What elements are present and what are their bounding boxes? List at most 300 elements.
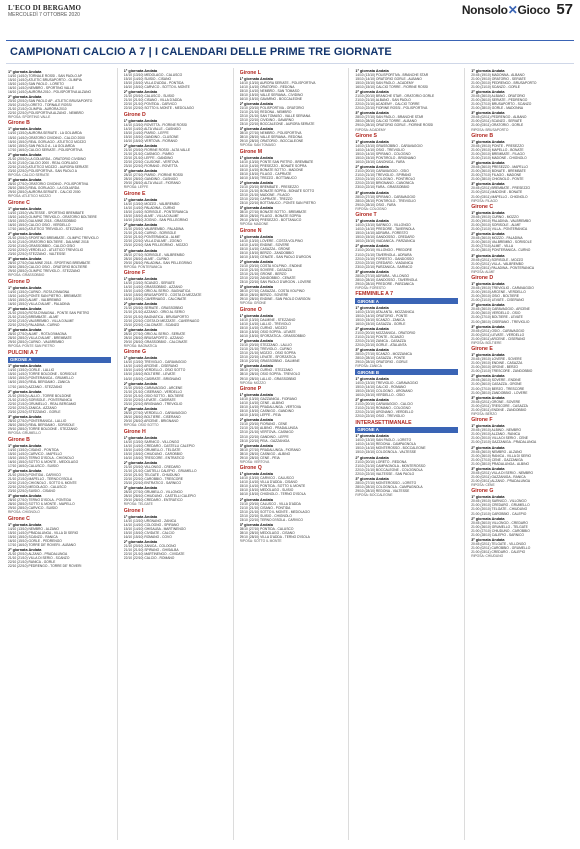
round-heading: 3ª giornata Andata <box>239 364 273 369</box>
fixture-line: 28/10 (28/10) VILLA D'ALME' - BREMBATE <box>8 336 72 341</box>
fixture-line: 15/10 (14/10) GRUMELLO - TELGATE <box>123 447 181 452</box>
fixture-line: 22/10 (21/10) MADONE - FILAGO <box>239 192 290 197</box>
brand-part-b: Gioco <box>517 3 550 17</box>
fixture-line: 21/10 (20/10) POLISPORTIVA - ORATORIO <box>239 105 305 110</box>
fixture-line: 15/10 (14/10) CURNO - MOZZO <box>239 326 288 331</box>
fixture-line: 14/10 (13/10) VALTESSE - SPORTING BREMBATE <box>8 210 84 215</box>
fixture-line: 16/10 (15/10) SOTTO IL MONTE - MEDOLAGO <box>8 459 79 464</box>
fixture-line: 14/10 (13/10) URGNANO - ZANICA <box>123 518 177 523</box>
fixture-line: 15/10 (15/10) COLOGNOLA - VALTESSE <box>355 450 417 455</box>
fixture-line: 15/10 (14/10) PRADALUNGA - VILLA DI SERIO <box>8 530 79 535</box>
fixture-line: 21/10 (20/10) FIORINE ROSSI - ALTA VALLE <box>123 148 191 153</box>
fixture-line: 29/10 (28/10) PRESEZZO - BOTTANUCO <box>239 218 302 223</box>
round-heading: 1ª giornata Andata <box>239 76 273 81</box>
fixture-line: 20:45 (02/11) OSIO - CARAVAGGIO <box>471 328 525 333</box>
fixture-line: 20:45 (02/11) GRONE - SOVERE <box>471 399 521 404</box>
fixture-line: 21:00 (20/10) SORISOLE - ALME' <box>471 223 521 228</box>
fixture-line: 15/10 (14/10) NEMBRO - SAN TOMASO <box>239 88 300 93</box>
round-heading: 2ª giornata Andata <box>355 90 389 95</box>
fixture-line: 21:00 (21/10) SCANZO - GORLE <box>471 85 520 90</box>
group-heading: Girone C <box>8 515 30 522</box>
fixture-line: 15/10 (15/10) GANDOSSO - CREDARO <box>355 235 415 240</box>
round-heading: 2ª giornata Andata <box>123 381 158 386</box>
round-heading: 2ª giornata Andata <box>123 460 158 465</box>
fixture-line: 20:45 (02/11) TELGATE - VILLONGO <box>471 541 526 546</box>
fixture-line: 21:00 (27/10) BOLTIERE - LEVATE <box>471 315 523 320</box>
fixture-line: 28/10 (28/10) REAL BERGAMO - SORISOLE <box>8 422 75 427</box>
fixture-line: 21:00 (02/11) VILLA - VALBREMBO <box>471 261 524 266</box>
fixture-line: 20:45 (19/10) LOVERE - SOVERE <box>471 357 522 362</box>
fixture-line: 28/10 (27/10) PRADALUNGA - FIORANO <box>239 447 301 452</box>
fixture-line: 22/10 (22/10) VILLA D'ALME' - ZOGNO <box>123 239 182 244</box>
round-heading: 3ª giornata Andata <box>123 327 158 332</box>
fixture-line: 23/10 (22/10) STEZZANO - GORLE <box>8 409 61 414</box>
round-heading: 3ª giornata Andata <box>239 443 273 448</box>
fixture-line: 21/10 (21/10) OLIMPIA - AURORA 2010 <box>8 106 67 111</box>
fixture-line: 21/10 (21/10) ROMANO - COLOGNO <box>355 406 411 411</box>
fixture-line: 23/10 (22/10) STEZZANO - VALTESSE <box>8 252 66 257</box>
fixture-line: 22/10 (22/10) CLUSONE - VERTOVA <box>123 160 179 165</box>
fixture-line: RIPOSA: MADONE <box>239 222 269 227</box>
calendar-column-3 <box>240 68 343 840</box>
round-heading: 2ª giornata Andata <box>8 389 42 394</box>
column-divider <box>464 68 465 840</box>
group-heading: Girone E <box>123 191 146 198</box>
fixture-line: RIPOSA: BRUSAPORTO <box>471 127 509 132</box>
fixture-line: 29/10 (28/10) LALLIO - GRASSOBBIO <box>239 376 297 381</box>
round-heading: 1ª giornata Andata <box>471 211 505 216</box>
fixture-line: 23/10 (22/10) FIORANO - ROVETTA <box>123 164 178 169</box>
fixture-line: 21:00 (27/10) FILAGO - MADONE <box>471 173 522 178</box>
fixture-line: 21/10 (21/10) PONTE - SCANZO <box>355 335 404 340</box>
page-number: 57 <box>556 1 573 18</box>
round-heading: 3ª giornata Andata <box>355 476 389 481</box>
fixture-line: 15/10 (15/10) MEDOLAGO - SUISIO <box>239 488 294 493</box>
fixture-line: 21:00 (28/10) CISERANO - TREVIGLIO <box>471 319 530 324</box>
group-heading: Girone T <box>355 212 377 219</box>
fixture-line: 22/10 (22/10) GORLE - ATALANTA <box>355 343 407 348</box>
fixture-line: 20:45 (26/10) VILLONGO - CREDARO <box>471 520 528 525</box>
fixture-line: 21/10 (21/10) BONATE SOPRA - BONATE SOTTO <box>239 188 315 193</box>
fixture-line: 28/10 (27/10) BONATE SOTTO - BREMBATE <box>239 210 307 215</box>
round-heading: 1ª giornata Andata <box>123 198 158 203</box>
fixture-line: 21:00 (20/10) OSIO - BOLTIERE <box>471 294 519 299</box>
fixture-line: 16/10 (15/10) VIADANICA - PARZANICA <box>355 239 416 244</box>
fixture-line: 21/10 (20/10) ZANICA - COLOGNO <box>123 543 177 548</box>
fixture-line: 22/10 (22/10) MEDOLAGO - CALUSCO <box>8 484 67 489</box>
fixture-line: 21/10 (21/10) SORISOLE - PONTERANICA <box>8 397 73 402</box>
fixture-line: 22/10 (21/10) COLOGNO - PONTIROLO <box>355 177 416 182</box>
fixture-line: 23/10 (22/10) ENTRATICO - SARNICO <box>123 480 182 485</box>
fixture-line: 14/10 (14/10) COLOGNO - SPIRANO <box>123 522 179 527</box>
fixture-line: 21/10 (20/10) CARAVAGGIO - CALCIO <box>355 402 413 407</box>
round-heading: 2ª giornata Andata <box>471 303 505 308</box>
fixture-line: 15/10 (14/10) ORATORIO - PONTE <box>355 313 408 318</box>
group-heading: Girone M <box>239 148 263 155</box>
fixture-line: 28/10 (28/10) PONTIROLO - TREVIGLIO <box>355 198 416 203</box>
fixture-line: 20/10 (20/10) SAN PAOLO AP - ATLETIC BRUSAPORTO <box>8 98 93 103</box>
column-divider <box>233 68 234 840</box>
round-heading: 2ª giornata Andata <box>239 497 273 502</box>
round-heading: 1ª giornata Andata <box>239 234 273 239</box>
fixture-line: 21/10 (20/10) PONTIDA - CARVICO <box>8 472 61 477</box>
fixture-line: 22/10 (22/10) VALTESSE - SAN PAOLO <box>355 471 415 476</box>
fixture-line: 22/10 (21/10) VERTOVA - CASNIGO <box>239 430 294 435</box>
fixture-line: 21/10 (21/10) TREVIOLO - CURNO <box>239 347 292 352</box>
round-heading: 3ª giornata Andata <box>8 414 42 419</box>
calendar-columns <box>8 68 574 840</box>
fixture-line: 29/10 (28/10) GRASSOBBIO - CALCINATE <box>123 339 188 344</box>
round-heading: 3ª giornata Andata <box>355 111 389 116</box>
fixture-line: RIPOSA: CALCIO SERIATE <box>8 172 50 177</box>
fixture-line: 14/10 (13/10) GORLE - LALLIO <box>8 368 55 373</box>
fixture-line: 20:45 (19/10) MADONNA - ALBANO <box>471 73 525 77</box>
fixture-line: 22/10 (22/10) GANDINO - LEFFE <box>239 434 289 439</box>
round-heading: 1ª giornata Andata <box>355 305 389 310</box>
group-heading: Girone S <box>355 133 378 140</box>
round-heading: 1ª giornata Andata <box>239 155 273 160</box>
fixture-line: 29/10 (28/10) ORATORIO - GORLE <box>355 360 408 365</box>
fixture-line: 16/10 (15/10) VERDELLO - OSIO <box>355 393 405 398</box>
fixture-line: RIPOSA: BOLTIERE <box>471 340 502 345</box>
fixture-line: 15/10 (15/10) SCANZO - RANICA <box>8 534 58 539</box>
round-heading: 3ª giornata Andata <box>355 190 389 195</box>
round-heading: 2ª giornata Andata <box>8 547 42 552</box>
group-heading: Girone O <box>239 306 262 313</box>
fixture-line: 22/10 (22/10) CIVIDINO - GAVARNO <box>239 117 294 122</box>
fixture-line: 21:00 (20/10) VILLA DI SERIO - CENE <box>471 436 528 441</box>
fixture-line: 29/10 (28/10) TORRE BOLDONE - STEZZANO <box>8 426 78 431</box>
fixture-line: 22/10 (22/10) COSTA DI MEZZATE - CAVERNAGO <box>123 318 200 323</box>
round-heading: 2ª giornata Andata <box>471 90 505 95</box>
round-heading: 1ª giornata Andata <box>123 69 158 73</box>
fixture-line: 28/10 (28/10) GANDOSSO - TAVERNOLA <box>355 277 418 282</box>
fixture-line: 28/10 (28/10) CALCIO OSIO - ORATORIO BOLTIERE <box>8 265 88 270</box>
fixture-line: 22/10 (22/10) ZANICA - AZZANO <box>8 405 57 410</box>
fixture-line: 14/10 (13/10) GAZZANIGA - FIORANO <box>239 397 297 402</box>
round-heading: 2ª giornata Andata <box>239 101 273 106</box>
fixture-line: 14/10 (14/10) LALLIO - TREVIOLO <box>239 322 291 327</box>
fixture-line: RIPOSA: PONTERANICA <box>123 264 162 269</box>
fixture-line: 28/10 (28/10) OSIO SOPRA - TREVIOLO <box>239 372 301 377</box>
calendar-column-4 <box>355 68 458 840</box>
fixture-line: 16/10 (15/10) REAL BERGAMO - ZANICA <box>8 380 70 385</box>
fixture-line: 28/10 (28/10) COLOGNOLA - CAMPAGNOLA <box>355 484 423 489</box>
round-heading: 1ª giornata Andata <box>471 424 505 429</box>
fixture-line: 14/10 (13/10) SCANZO - SERIATE <box>123 281 175 286</box>
fixture-line: 28/10 (28/10) CASNIGO - ALBINO <box>239 451 291 456</box>
fixture-line: 29/10 (28/10) PALADINA - SAN PELLEGRINO <box>123 260 192 265</box>
fixture-line: 20:45 (02/11) BREMBATE - PRESEZZO <box>471 186 531 191</box>
round-heading: 2ª giornata Andata <box>355 244 389 249</box>
fixture-line: 23/10 (22/10) BOCCALEONE - AURORA SERIATE <box>239 121 315 126</box>
fixture-line: 15/10 (15/10) GANDINO - CLUSONE <box>123 135 179 140</box>
round-heading: 3ª giornata Andata <box>471 111 505 116</box>
fixture-line: 15/10 (15/10) ALME' - VALBREMBO <box>8 297 62 302</box>
fixture-line: RIPOSA: BOCCALEONE <box>355 492 393 497</box>
fixture-line: RIPOSA: ZANICA <box>355 364 382 369</box>
fixture-line: 23/10 (22/10) POLISPORTIVA - SAN PAOLO A <box>8 168 77 173</box>
fixture-line: 23/10 (22/10) SAN PELLEGRINO - MOZZO <box>123 243 188 248</box>
group-heading: INTERASETTIMANALE <box>355 419 412 426</box>
round-heading: 2ª giornata Andata <box>471 516 505 521</box>
fixture-line: 21/10 (20/10) COSTA VOLPINO - ENDINE <box>239 264 303 269</box>
fixture-line: 29/10 (28/10) CURNO - VALBREMBO <box>8 340 64 345</box>
fixture-line: 20:45 (26/10) PRESEZZO - MAPELLO <box>471 165 528 170</box>
round-heading: 2ª giornata Andata <box>239 339 273 344</box>
fixture-line: 21:00 (20/10) PEDRENGO - BRUSAPORTO <box>471 81 537 86</box>
fixture-line: 20:45 (19/10) TREVIGLIO - CARAVAGGIO <box>471 286 534 291</box>
fixture-line: 14/10 (14/10) CENE - ALBINO <box>239 401 285 406</box>
group-heading: Girone B <box>8 436 30 443</box>
fixture-line: 16/10 (15/10) LEFFE - PEIA <box>239 413 281 418</box>
fixture-line: RIPOSA: CHIUDUNO <box>471 553 504 558</box>
fixture-line: 28/10 (27/10) SORISOLE - VALBREMBO <box>123 252 185 257</box>
round-heading: 1ª giornata Andata <box>239 472 273 477</box>
fixture-line: RIPOSA: LEFFE <box>123 185 149 190</box>
fixture-line: 21/10 (20/10) LA GOLIARDA - ORATORIO CIVIDINO <box>8 156 86 161</box>
fixture-line: 21:00 (03/11) ALZANO - PRADALUNGA <box>471 478 531 483</box>
fixture-line: 21/10 (20/10) BRANCHE STAR - ORATORIO GORLE <box>355 94 435 99</box>
fixture-line: 22/10 (21/10) CHIGNOLO - SOTTO IL MONTE <box>8 480 77 485</box>
fixture-line: 15/10 (14/10) VERDELLO - OSIO SOTTO <box>123 368 186 373</box>
fixture-line: 22/10 (21/10) GRONE - BERZO <box>239 272 287 277</box>
fixture-line: 29/10 (28/10) ORATORIO - BOCCALEONE <box>239 139 304 144</box>
fixture-line: 21/10 (20/10) CARAVAGGIO - OSIO <box>355 169 409 174</box>
fixture-line: 14/10 (13/10) TREVIGLIO - CARAVAGGIO <box>123 360 187 365</box>
section-heading: GIRONE A <box>8 357 111 363</box>
fixture-line: 21/10 (20/10) LORETO - REDONA <box>355 459 407 464</box>
fixture-line: RIPOSA: CHIGNOLO <box>8 510 40 515</box>
article-title: CAMPIONATI CALCIO A 7 | I CALENDARI DELLE PRIME TRE GIORNATE <box>10 46 392 58</box>
round-heading: 2ª giornata Andata <box>355 398 389 403</box>
fixture-line: 28/10 (28/10) CALCIO TORRE - ALBANO <box>355 119 417 124</box>
fixture-line: 20/10 (21/10) LORETO - TORNALE ROSSI <box>8 102 72 107</box>
round-heading: 2ª giornata Andata <box>471 232 505 237</box>
fixture-line: 14/10 (13/10) SARNICO - VILLONGO <box>355 223 411 228</box>
round-heading: 2ª giornata Andata <box>355 165 389 170</box>
fixture-line: 28/10 (28/10) CASAZZA - PONTE <box>355 356 406 361</box>
round-heading: 2ª giornata Andata <box>123 302 158 307</box>
fixture-line: 21/10 (21/10) SOVERE - CASAZZA <box>239 268 292 273</box>
fixture-line: 15/10 (14/10) SAN PAOLO - LORETO <box>8 81 64 86</box>
fixture-line: RIPOSA: FORESTO <box>355 285 386 290</box>
fixture-line: RIPOSA: SOTTO IL MONTE <box>239 538 282 543</box>
group-heading: Girone C <box>471 204 494 211</box>
group-heading: PULCINI A 7 <box>8 349 38 356</box>
fixture-line: 29/10 (28/10) ARCENE - BRIGNANO <box>123 418 179 423</box>
round-heading: 2ª giornata Andata <box>239 260 273 265</box>
fixture-line: 15/10 (15/10) VALLE SERIANA - CIVIDINO <box>239 92 303 97</box>
fixture-line: 22/10 (21/10) SOTTO IL MONTE - MEDOLAGO <box>239 509 310 514</box>
fixture-line: 23/10 (22/10) TERNO D'ISOLA - CARVICO <box>239 517 303 522</box>
fixture-line: 22/10 (21/10) MOZZO - OSIO SOPRA <box>239 351 296 356</box>
round-heading: 1ª giornata Andata <box>123 435 158 440</box>
fixture-line: 21:00 (28/10) CALEPIO - SARNICO <box>471 532 524 537</box>
fixture-line: 21:00 (02/11) CAROBBIO - GRUMELLO <box>471 545 531 550</box>
fixture-line: RIPOSA: GRUMELLO <box>8 430 41 435</box>
fixture-line: 21/10 (20/10) VALBREMBO - PALADINA <box>123 227 184 232</box>
fixture-line: 21:00 (02/11) LEVATE - VERDELLO <box>471 332 525 337</box>
fixture-line: 15/10 (14/10) SUISIO - CISANO <box>123 77 172 82</box>
fixture-line: 21:00 (21/10) GAZZANIGA - PRADALUNGA <box>471 440 537 445</box>
round-heading: 1ª giornata Andata <box>239 313 273 318</box>
fixture-line: 22/10 (22/10) FIORINE ROSSI - POLISPORTIVA <box>355 106 428 111</box>
fixture-line: 21:00 (26/10) GRUMELLO - TELGATE <box>471 524 528 529</box>
calendar-column-2 <box>124 68 227 840</box>
fixture-line: 15/10 (14/10) GHISALBA - MARTINENGO <box>123 526 186 531</box>
fixture-line: 22/10 (22/10) CALCIO - ROMANO <box>123 556 175 561</box>
fixture-line: 20:45 (26/10) SOVERE - ENDINE <box>471 378 521 383</box>
round-heading: 1ª giornata Andata <box>471 69 505 73</box>
calendar-column-5 <box>471 68 574 840</box>
fixture-line: 28/10 (27/10) SCANZO - MOZZANICA <box>355 352 413 357</box>
fixture-line: 28/10 (28/10) SOTTO IL MONTE - MAPELLO <box>8 502 75 507</box>
fixture-line: RIPOSA: ALME' <box>471 269 495 274</box>
fixture-line: 14/10 (13/10) CISANO - PONTIDA <box>8 447 59 452</box>
round-heading: 1ª giornata Andata <box>123 277 158 282</box>
fixture-line: 21:00 (27/10) CENE - GAZZANIGA <box>471 457 523 462</box>
fixture-line: 16/10 (15/10) TRESCORE - ENTRATICO <box>123 455 185 460</box>
round-heading: 2ª giornata Andata <box>8 152 42 157</box>
fixture-line: 21/10 (21/10) CISANO - PONTIDA <box>239 505 291 510</box>
round-heading: 2ª giornata Andata <box>8 231 42 236</box>
fixture-line: 14/10 (14/10) REDONA - CAMPAGNOLA <box>355 442 416 447</box>
fixture-line: 28/10 (27/10) TERNO D'ISOLA - PONTIDA <box>8 497 72 502</box>
round-heading: 1ª giornata Andata <box>8 69 42 74</box>
fixture-line: RIPOSA: COLOGNO <box>355 206 387 211</box>
fixture-line: 15/10 (14/10) CARVICO - MAPELLO <box>8 451 62 456</box>
column-divider <box>348 68 349 840</box>
fixture-line: 22/10 (21/10) LEFFE - GANDINO <box>123 156 173 161</box>
fixture-line: 21:00 (21/10) MADONE - CHIGNOLO <box>471 156 527 161</box>
fixture-line: 15/10 (14/10) TORRE BOLDONE - SORISOLE <box>8 372 77 377</box>
fixture-line: 21/10 (20/10) SERIATE - GRASSOBBIO <box>123 306 184 311</box>
fixture-line: 21/10 (21/10) MAPELLO - TERNO D'ISOLA <box>8 476 73 481</box>
fixture-line: 21:00 (20/10) GRONE - BERZO <box>471 365 519 370</box>
fixture-line: 14/10 (13/10) CARVICO - CALUSCO <box>239 476 294 481</box>
fixture-line: 16/10 (15/10) SFORZATICA - GRASSOBBIO <box>239 334 306 339</box>
fixture-line: RIPOSA: OSIO SOTTO <box>123 422 159 427</box>
fixture-line: 29/10 (28/10) ALTA VALLE - FIORANO <box>123 181 181 186</box>
round-heading: 3ª giornata Andata <box>355 269 389 274</box>
fixture-line: 14/10 (13/10) ATALANTA - MOZZANICA <box>355 309 415 314</box>
fixture-line: 28/10 (28/10) CHIUDUNO - CASTELLI CALEPIO <box>123 494 196 499</box>
fixture-line: 22/10 (22/10) CREDARO - VIADANICA <box>355 260 414 265</box>
fixture-line: 16/10 (15/10) CASAZZA - GORLE <box>355 322 406 327</box>
round-heading: 3ª giornata Andata <box>239 285 273 290</box>
fixture-line: 21/10 (20/10) BREMBATE - PRESEZZO <box>239 184 299 189</box>
fixture-line: 14/10 (14/10) VILLA D'ADDA - CISANO <box>239 480 298 485</box>
fixture-line: 22/10 (22/10) LEVATE - SFORZATICA <box>239 355 296 360</box>
fixture-line: 15/10 (15/10) SCANZO - ZANICA <box>355 317 405 322</box>
fixture-line: 14/10 (14/10) PALADINA - CURNO <box>123 206 176 211</box>
fixture-line: 29/10 (28/10) REDONA - VALTESSE <box>355 488 410 493</box>
fixture-line: 15/10 (15/10) OSIO SOPRA - LEVATE <box>239 330 296 335</box>
fixture-line: 29/10 (28/10) ORATORIO GORLE - FIORINE ROSSI <box>355 123 434 128</box>
fixture-line: 20:45 (26/10) CARAVAGGIO - ARCENE <box>471 307 530 312</box>
fixture-line: 21/10 (21/10) SPIRANO - GHISALBA <box>123 547 179 552</box>
fixture-line: 21:00 (03/11) PALADINA - PONTERANICA <box>471 265 535 270</box>
group-heading: FEMMINILE A 7 <box>355 291 394 298</box>
fixture-line: 21/10 (21/10) TAVERNOLA - ADRARA <box>355 252 412 257</box>
group-heading: Girone P <box>239 386 262 393</box>
round-heading: 1ª giornata Andata <box>239 393 273 398</box>
fixture-line: 29/10 (28/10) VILLA D'ADDA - TERNO D'ISOLA <box>239 534 310 539</box>
fixture-line: 16/10 (15/10) CANONICA - FARA <box>355 160 405 165</box>
fixture-line: 21/10 (21/10) REDONA - NEMBRO <box>239 109 292 114</box>
fixture-line: 21/10 (21/10) CALCIO 2000 - REAL GORLAGO <box>8 160 79 165</box>
round-heading: 1ª giornata Andata <box>355 69 389 73</box>
fixture-line: 15/10 (14/10) PONTE SAN PIETRO - BREMBATE <box>8 293 82 298</box>
fixture-line: 29/10 (28/10) CENE - PEIA <box>239 455 280 460</box>
round-heading: 1ª giornata Andata <box>355 376 389 381</box>
fixture-line: 21/10 (20/10) CALUSCO - VILLA D'ADDA <box>239 501 301 506</box>
fixture-line: 21/10 (20/10) MOZZANICA - ORATORIO <box>355 331 416 336</box>
fixture-line: 22/10 (21/10) VALBREMBO - VILLA D'ALME' <box>8 319 75 324</box>
fixture-line: RIPOSA: PONTE SAN PIETRO <box>8 344 55 349</box>
fixture-line: 21:00 (28/10) PONTERANICA - CURNO <box>471 248 531 253</box>
fixture-line: 29/10 (28/10) CARVICO - SUISIO <box>8 506 58 511</box>
fixture-line: 21:00 (02/11) MADONE - BONATE <box>471 190 523 195</box>
fixture-line: 21:00 (02/11) SCANZO - SERIATE <box>471 119 523 124</box>
fixture-line: 15/10 (15/10) TERNO D'ISOLA - CHIGNOLO <box>8 455 74 460</box>
fixture-line: 21/10 (20/10) CALUSCO - SUISIO <box>123 94 175 99</box>
fixture-line: 21:00 (28/10) CHIGNOLO - PONTE <box>471 177 524 182</box>
fixture-line: 21/10 (21/10) CISANO - VILLA D'ADDA <box>123 98 182 103</box>
round-heading: 1ª giornata Andata <box>355 219 389 224</box>
group-heading: Girone G <box>123 349 146 356</box>
fixture-line: 21/10 (21/10) CASNIGO - PIARIO <box>123 152 174 157</box>
round-heading: 2ª giornata Andata <box>123 223 158 228</box>
round-heading: 2ª giornata Andata <box>8 306 42 311</box>
round-heading: 3ª giornata Andata <box>471 253 505 258</box>
round-heading: 2ª giornata Andata <box>355 455 389 460</box>
fixture-line: 16/10 (15/10) ROMANO - COVO <box>123 534 172 539</box>
fixture-line: 22/10 (22/10) LEVATE - CASIRATE <box>123 397 176 402</box>
page-header <box>0 0 580 40</box>
fixture-line: 22/10 (21/10) PONTERANICA - ALME' <box>123 235 181 240</box>
fixture-line: 22/10 (22/10) PALADINA - CURNO <box>8 323 60 328</box>
fixture-line: 20:45 (02/11) SORISOLE - MOZZO <box>471 257 524 262</box>
fixture-line: 15/10 (14/10) PONTIDA - SOTTO IL MONTE <box>239 484 306 489</box>
fixture-line: 23/10 (22/10) SUISIO - CISANO <box>8 488 56 493</box>
fixture-line: 22/10 (21/10) OSIO SOTTO - BOLTIERE <box>123 393 184 398</box>
fixture-line: 17/10 (16/10) AZZANO - STEZZANO <box>8 384 63 389</box>
fixture-line: 15/10 (14/10) CALCIO - ROMANO <box>355 384 406 389</box>
group-heading: Girone L <box>239 69 261 76</box>
fixture-line: 21/10 (21/10) ALBINO - PRADALUNGA <box>239 426 298 431</box>
section-brand <box>462 3 550 17</box>
fixture-line: 22/10 (21/10) TELGATE - CHIUDUNO <box>123 472 180 477</box>
fixture-line: 14/10 (14/10) ENDINE - SOVERE <box>239 242 290 247</box>
fixture-line: 15/10 (15/10) REAL GORLAGO - ATLETICO MOZZO <box>8 139 87 144</box>
fixture-line: 15/10 (15/10) BRUSAPORTO - COSTA DI MEZZATE <box>123 293 202 298</box>
section-heading: GIRONE A <box>355 298 458 304</box>
fixture-line: 15/10 (15/10) SAN PAOLO - ACADEMY <box>355 81 414 86</box>
fixture-line: 14/10 (13/10) MEDOLAGO - CALUSCO <box>123 73 183 77</box>
issue-date: MERCOLEDÌ 7 OTTOBRE 2020 <box>8 12 80 18</box>
fixture-line: 15/10 (15/10) PONTERANICA - GRUMELLO <box>8 376 74 381</box>
fixture-line: 21/10 (20/10) CARAVAGGIO - ARCENE <box>123 385 183 390</box>
fixture-line: 22/10 (22/10) BRIGNANO - CANONICA <box>355 181 414 186</box>
fixture-line: 15/10 (14/10) SPIRANO - COLOGNO <box>355 152 411 157</box>
fixture-line: RIPOSA: FILAGO <box>471 198 498 203</box>
fixture-line: 23/10 (22/10) BOTTANUCO - PONTE SAN PIETRO <box>239 201 316 206</box>
group-heading: Girone D <box>8 278 30 285</box>
fixture-line: 15/10 (14/10) PIARIO - LEFFE <box>123 130 169 135</box>
fixture-line: 28/10 (28/10) BRUSAPORTO - AZZANO <box>123 335 184 340</box>
